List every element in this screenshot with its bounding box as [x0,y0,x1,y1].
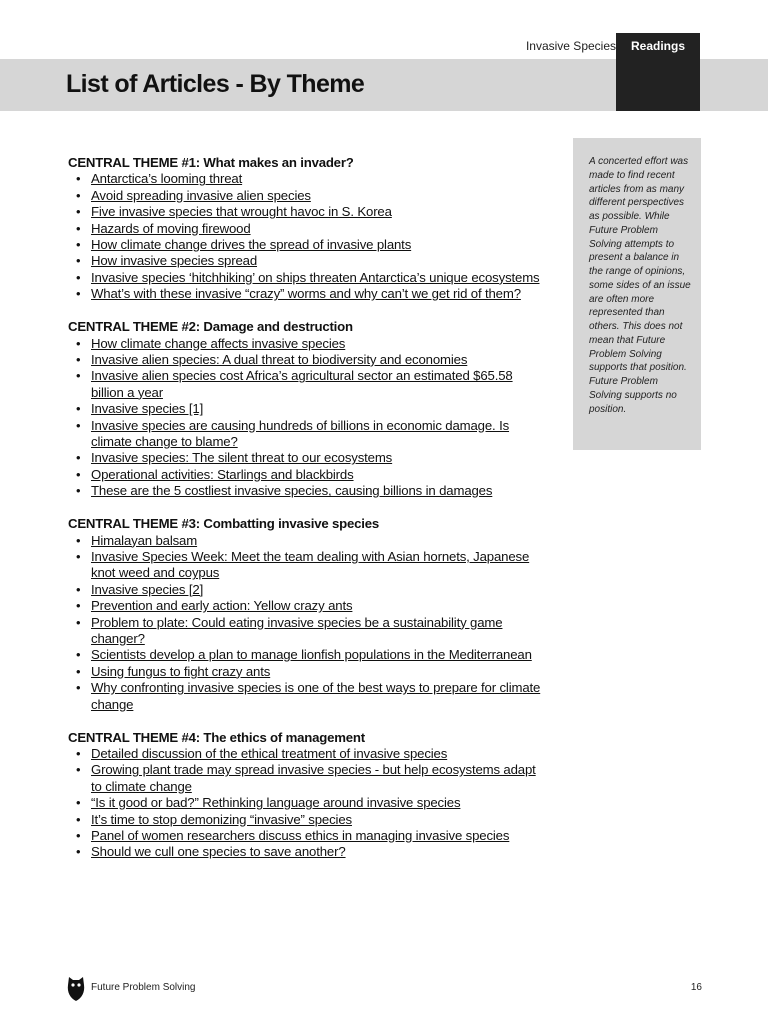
list-item [68,549,548,582]
article-link[interactable]: How invasive species spread [91,253,258,269]
list-item [68,237,548,253]
section-label: Invasive Species [525,39,616,53]
list-item [68,171,548,187]
list-item [68,286,548,302]
list-item [68,812,548,828]
article-link[interactable]: Hazards of moving firewood [91,220,251,236]
article-link[interactable]: Himalayan balsam [91,532,198,548]
article-link[interactable]: Invasive species [2] [91,581,204,597]
list-item [68,467,548,483]
article-link[interactable]: Invasive alien species cost Africa’s agricultural sector an estimated $65.58 billion a year [91,368,513,400]
list-item [68,352,548,368]
list-item [68,221,548,237]
article-link[interactable]: How climate change affects invasive species [91,335,346,351]
list-item [68,680,548,713]
list-item [68,253,548,269]
list-item [68,647,548,663]
list-item [68,336,548,352]
article-link[interactable]: Growing plant trade may spread invasive species - but help ecosystems adapt to climate change [91,762,536,794]
article-link[interactable]: Five invasive species that wrought havoc in S. Korea [91,204,392,220]
list-item [68,795,548,811]
list-item [68,828,548,844]
list-item [68,762,548,795]
theme-heading: CENTRAL THEME #1: What makes an invader? [68,155,354,170]
theme-section [68,730,548,861]
article-link[interactable]: Should we cull one species to save another? [91,844,346,860]
theme-section [68,516,548,713]
article-list [68,155,548,877]
theme-heading: CENTRAL THEME #4: The ethics of management [68,729,365,745]
disclaimer-text: A concerted effort was made to find recent articles from as many different perspectives as possible. While Future Problem Solving attempts to present a balance in the range of opinions, some sides of an issue are often more represented than others. This does not mean that Future Problem Solving supports that position. Future Problem Solving supports no position. [589,156,691,415]
theme-section [68,319,548,499]
list-item [68,418,548,451]
list-item [68,533,548,549]
article-link[interactable]: Panel of women researchers discuss ethics in managing invasive species [91,827,510,843]
article-link[interactable]: Detailed discussion of the ethical treatment of invasive species [91,745,448,761]
article-list [68,336,548,500]
list-item [68,204,548,220]
article-link[interactable]: Scientists develop a plan to manage lionfish populations in the Mediterranean [91,647,532,663]
article-link[interactable]: Prevention and early action: Yellow crazy ants [91,598,353,614]
readings-tab-label: Readings [630,39,685,53]
article-link[interactable]: Operational activities: Starlings and blackbirds [91,466,354,482]
list-item [68,598,548,614]
article-list [68,533,548,713]
page-number: 16 [690,982,702,993]
disclaimer-box [573,138,701,450]
list-item [68,582,548,598]
article-link[interactable]: Invasive species [1] [91,401,204,417]
article-link[interactable]: Invasive species: The silent threat to our ecosystems [91,450,393,466]
article-link[interactable]: It’s time to stop demonizing “invasive” species [91,811,352,827]
theme-heading: CENTRAL THEME #3: Combatting invasive species [68,516,379,532]
page-title: List of Articles - By Theme [66,70,365,98]
theme-heading: CENTRAL THEME #2: Damage and destruction [68,319,353,335]
article-link[interactable]: Avoid spreading invasive alien species [91,187,311,203]
article-link[interactable]: Invasive alien species: A dual threat to biodiversity and economies [91,351,468,367]
article-list [68,171,548,302]
article-link[interactable]: Invasive Species Week: Meet the team dealing with Asian hornets, Japanese knot weed and coypus [91,548,530,581]
list-item [68,450,548,466]
list-item [68,844,548,860]
footer-org-name: Future Problem Solving [91,982,196,993]
article-link[interactable]: How climate change drives the spread of invasive plants [91,237,412,253]
article-link[interactable]: Using fungus to fight crazy ants [91,663,271,679]
article-link[interactable]: Why confronting invasive species is one of the best ways to prepare for climate change [91,680,541,712]
list-item [68,746,548,762]
article-link[interactable]: “Is it good or bad?” Rethinking language around invasive species [91,795,461,811]
list-item [68,368,548,401]
list-item [68,615,548,648]
owl-logo-icon [65,974,87,1002]
article-link[interactable]: Invasive species are causing hundreds of billions in economic damage. Is climate change to blame? [91,417,510,449]
article-link[interactable]: Invasive species ‘hitchhiking’ on ships threaten Antarctica’s unique ecosystems [91,269,540,285]
article-link[interactable]: What’s with these invasive “crazy” worms and why can’t we get rid of them? [91,286,521,302]
list-item [68,401,548,417]
list-item [68,664,548,680]
readings-tab[interactable] [616,33,700,111]
article-link[interactable]: These are the 5 costliest invasive species, causing billions in damages [91,483,493,499]
article-list [68,746,548,861]
theme-section [68,155,548,303]
list-item [68,483,548,499]
article-link[interactable]: Problem to plate: Could eating invasive species be a sustainability game changer? [91,614,503,646]
list-item [68,188,548,204]
list-item [68,270,548,286]
article-link[interactable]: Antarctica’s looming threat [91,171,243,187]
